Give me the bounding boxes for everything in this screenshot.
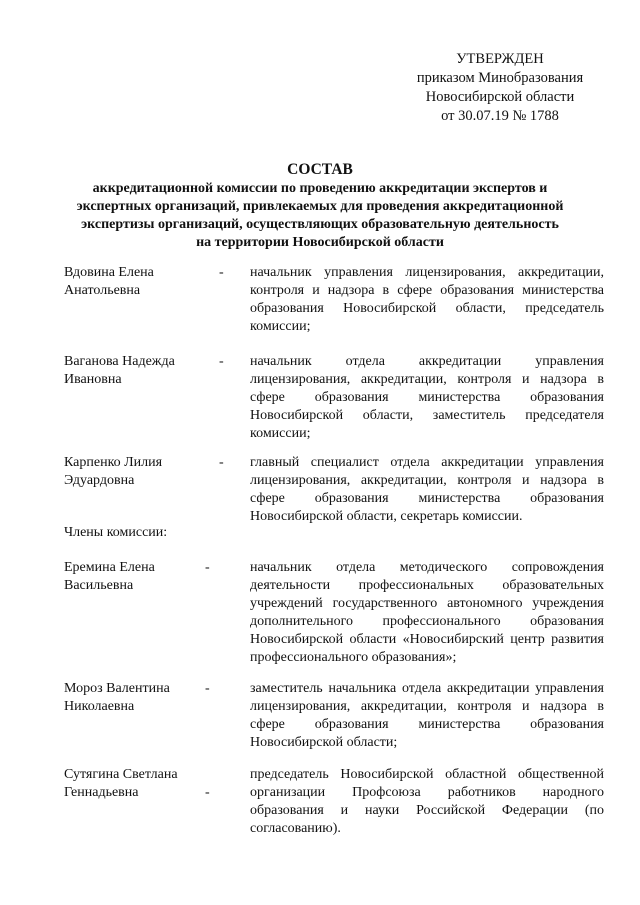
title-line: аккредитационной комиссии по проведению аккредитации экспертов и — [92, 181, 548, 196]
title-line: экспертизы организаций, осуществляющих образовательную деятельность — [81, 217, 559, 232]
member-surname-first: Еремина Елена — [64, 560, 155, 575]
member-surname-first: Карпенко Лилия — [64, 455, 163, 470]
member-surname-first: Вдовина Елена — [64, 265, 154, 280]
approval-by: приказом Минобразования — [416, 70, 584, 86]
title-line: экспертных организаций, привлекаемых для проведения аккредитационной — [76, 199, 564, 214]
members-label: Члены комиссии: — [64, 525, 168, 540]
member-description: главный специалист отдела аккредитации управления лицензирования, аккредитации, контроля и надзора в сфере образования министерства образования Новосибирской области, секретарь комиссии. — [250, 455, 604, 524]
member-patronymic: Геннадьевна — [64, 785, 139, 800]
document-title — [0, 160, 640, 252]
member-description: заместитель начальника отдела аккредитации управления лицензирования, аккредитации, контроля и надзора в сфере образования министерства образования Новосибирской области; — [250, 681, 604, 750]
member-description: председатель Новосибирской областной общественной организации Профсоюза работников народного образования и науки Российской Федерации (по согласованию). — [250, 767, 604, 836]
member-patronymic: Анатольевна — [64, 283, 141, 298]
member-dash: - — [219, 265, 224, 280]
member-surname-first: Ваганова Надежда — [64, 354, 175, 369]
approval-date-number: от 30.07.19 № 1788 — [441, 108, 559, 124]
approval-region: Новосибирской области — [425, 89, 575, 105]
title-line: на территории Новосибирской области — [196, 235, 444, 250]
member-patronymic: Ивановна — [64, 372, 122, 387]
member-name — [64, 766, 204, 802]
title-heading: СОСТАВ — [287, 161, 353, 178]
member-name — [64, 559, 204, 595]
approval-status: УТВЕРЖДЕН — [456, 51, 544, 67]
member-dash: - — [205, 785, 210, 800]
member-name — [64, 353, 204, 389]
member-patronymic: Васильевна — [64, 578, 134, 593]
member-patronymic: Николаевна — [64, 699, 135, 714]
member-dash: - — [205, 560, 210, 575]
approval-stamp — [400, 50, 600, 126]
member-description: начальник управления лицензирования, аккредитации, контроля и надзора в сфере образования министерства образования Новосибирской области, председатель комиссии; — [250, 265, 604, 334]
member-dash: - — [219, 455, 224, 470]
member-dash: - — [219, 354, 224, 369]
member-dash: - — [205, 681, 210, 696]
member-name — [64, 680, 204, 716]
member-surname-first: Сутягина Светлана — [64, 767, 178, 782]
member-description: начальник отдела методического сопровождения деятельности профессиональных образовательных учреждений государственного автономного учреждения дополнительного профессионального образования Новосибирской области «Новосибирский центр развития профессионального образования»; — [250, 560, 604, 665]
member-description: начальник отдела аккредитации управления лицензирования, аккредитации, контроля и надзора в сфере образования министерства образования Новосибирской области, заместитель председателя комиссии; — [250, 354, 604, 441]
member-patronymic: Эдуардовна — [64, 473, 135, 488]
member-name — [64, 264, 204, 300]
member-name — [64, 454, 204, 490]
member-surname-first: Мороз Валентина — [64, 681, 170, 696]
